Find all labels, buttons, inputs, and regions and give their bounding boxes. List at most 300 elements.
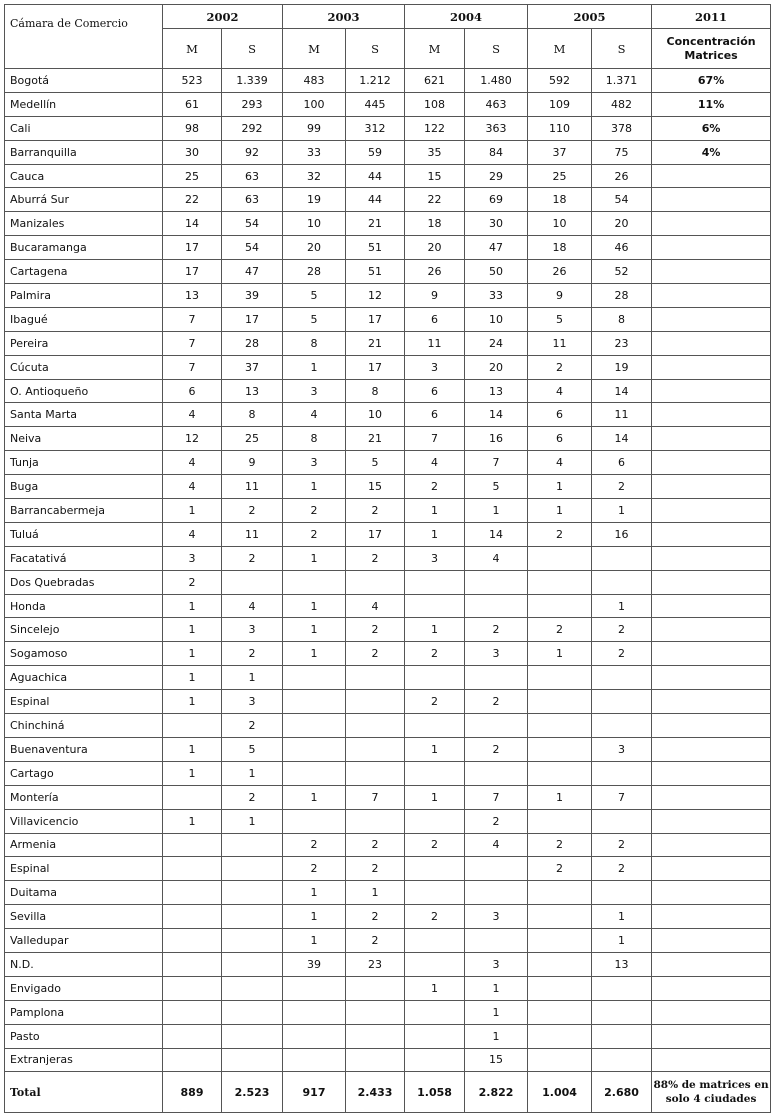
value-cell: 23 — [346, 952, 405, 976]
value-cell: 4 — [163, 403, 222, 427]
value-cell: 6 — [528, 427, 592, 451]
header-s: S — [465, 29, 528, 69]
chamber-name: Sogamoso — [5, 642, 163, 666]
value-cell: 1 — [283, 929, 346, 953]
value-cell — [346, 1048, 405, 1072]
table-row — [5, 905, 771, 929]
value-cell: 2 — [405, 475, 465, 499]
value-cell: 37 — [528, 140, 592, 164]
value-cell: 14 — [465, 522, 528, 546]
concentration-cell — [652, 451, 771, 475]
value-cell: 16 — [592, 522, 652, 546]
value-cell: 5 — [222, 737, 283, 761]
table-row — [5, 976, 771, 1000]
table-row — [5, 1024, 771, 1048]
value-cell: 47 — [465, 236, 528, 260]
value-cell — [528, 1024, 592, 1048]
value-cell: 6 — [592, 451, 652, 475]
table-row — [5, 188, 771, 212]
value-cell: 2 — [163, 570, 222, 594]
value-cell — [592, 690, 652, 714]
value-cell: 7 — [465, 451, 528, 475]
value-cell: 1 — [283, 594, 346, 618]
value-cell: 1 — [592, 594, 652, 618]
value-cell — [163, 929, 222, 953]
value-cell: 2 — [283, 833, 346, 857]
value-cell: 1 — [222, 666, 283, 690]
value-cell — [163, 881, 222, 905]
value-cell: 29 — [465, 164, 528, 188]
table-row — [5, 952, 771, 976]
header-m: M — [528, 29, 592, 69]
value-cell — [163, 1024, 222, 1048]
value-cell: 15 — [346, 475, 405, 499]
value-cell: 7 — [346, 785, 405, 809]
value-cell: 1.212 — [346, 69, 405, 93]
chamber-name: Neiva — [5, 427, 163, 451]
value-cell: 28 — [222, 331, 283, 355]
table-row — [5, 809, 771, 833]
value-cell — [465, 857, 528, 881]
value-cell: 2 — [465, 737, 528, 761]
chamber-name: Santa Marta — [5, 403, 163, 427]
chamber-name: Cartagena — [5, 260, 163, 284]
value-cell: 21 — [346, 212, 405, 236]
value-cell: 1 — [528, 642, 592, 666]
value-cell: 32 — [283, 164, 346, 188]
concentration-cell: 11% — [652, 92, 771, 116]
value-cell: 5 — [283, 284, 346, 308]
value-cell — [465, 761, 528, 785]
chamber-name: Buga — [5, 475, 163, 499]
value-cell: 14 — [163, 212, 222, 236]
value-cell: 13 — [163, 284, 222, 308]
value-cell: 1 — [163, 499, 222, 523]
value-cell: 33 — [465, 284, 528, 308]
value-cell: 2 — [346, 618, 405, 642]
value-cell — [222, 905, 283, 929]
value-cell: 621 — [405, 69, 465, 93]
table-row — [5, 69, 771, 93]
value-cell: 3 — [163, 546, 222, 570]
value-cell — [528, 666, 592, 690]
value-cell: 2 — [283, 499, 346, 523]
table-row — [5, 761, 771, 785]
value-cell: 69 — [465, 188, 528, 212]
value-cell: 1 — [405, 976, 465, 1000]
value-cell — [465, 594, 528, 618]
value-cell: 28 — [283, 260, 346, 284]
value-cell: 1 — [222, 809, 283, 833]
concentration-cell — [652, 260, 771, 284]
chamber-name: Pamplona — [5, 1000, 163, 1024]
value-cell: 10 — [465, 307, 528, 331]
value-cell — [346, 976, 405, 1000]
concentration-cell — [652, 403, 771, 427]
value-cell — [346, 761, 405, 785]
value-cell — [222, 1048, 283, 1072]
value-cell — [283, 761, 346, 785]
value-cell — [528, 714, 592, 738]
total-note: 88% de matrices en solo 4 ciudades — [652, 1072, 771, 1113]
value-cell: 2 — [528, 355, 592, 379]
value-cell: 4 — [163, 451, 222, 475]
value-cell: 108 — [405, 92, 465, 116]
value-cell: 44 — [346, 188, 405, 212]
chamber-name: O. Antioqueño — [5, 379, 163, 403]
value-cell: 2 — [592, 833, 652, 857]
value-cell: 7 — [163, 307, 222, 331]
table-row — [5, 331, 771, 355]
value-cell — [346, 737, 405, 761]
value-cell: 9 — [222, 451, 283, 475]
value-cell — [163, 952, 222, 976]
value-cell: 12 — [346, 284, 405, 308]
value-cell — [222, 952, 283, 976]
value-cell: 2 — [405, 905, 465, 929]
value-cell: 17 — [163, 260, 222, 284]
table-row — [5, 451, 771, 475]
concentration-cell — [652, 331, 771, 355]
value-cell: 26 — [592, 164, 652, 188]
total-cell: 889 — [163, 1072, 222, 1113]
value-cell: 1 — [163, 809, 222, 833]
value-cell: 21 — [346, 331, 405, 355]
chamber-name: Facatativá — [5, 546, 163, 570]
value-cell: 2 — [346, 499, 405, 523]
value-cell: 1 — [405, 737, 465, 761]
value-cell: 3 — [283, 379, 346, 403]
value-cell: 1 — [283, 355, 346, 379]
value-cell — [528, 929, 592, 953]
value-cell — [405, 1048, 465, 1072]
header-s: S — [346, 29, 405, 69]
table-row — [5, 666, 771, 690]
value-cell — [405, 809, 465, 833]
value-cell: 4 — [528, 379, 592, 403]
value-cell: 1.480 — [465, 69, 528, 93]
value-cell: 2 — [222, 499, 283, 523]
value-cell: 312 — [346, 116, 405, 140]
value-cell: 1 — [465, 1024, 528, 1048]
table-body — [5, 69, 771, 1072]
value-cell: 1 — [283, 618, 346, 642]
concentration-cell — [652, 809, 771, 833]
value-cell — [528, 737, 592, 761]
chamber-of-commerce-table — [4, 4, 771, 1113]
value-cell: 92 — [222, 140, 283, 164]
chamber-name: Extranjeras — [5, 1048, 163, 1072]
value-cell — [163, 785, 222, 809]
concentration-cell — [652, 737, 771, 761]
value-cell: 1 — [222, 761, 283, 785]
value-cell — [528, 1000, 592, 1024]
value-cell: 7 — [592, 785, 652, 809]
value-cell — [163, 976, 222, 1000]
value-cell: 5 — [528, 307, 592, 331]
value-cell: 15 — [465, 1048, 528, 1072]
value-cell — [528, 546, 592, 570]
value-cell: 28 — [592, 284, 652, 308]
value-cell — [163, 905, 222, 929]
concentration-cell — [652, 618, 771, 642]
value-cell: 100 — [283, 92, 346, 116]
chamber-name: Espinal — [5, 690, 163, 714]
value-cell: 2 — [465, 809, 528, 833]
value-cell — [592, 570, 652, 594]
value-cell — [465, 714, 528, 738]
chamber-name: Chinchiná — [5, 714, 163, 738]
table-row — [5, 92, 771, 116]
value-cell: 8 — [592, 307, 652, 331]
table-header — [5, 5, 771, 69]
value-cell — [592, 1048, 652, 1072]
table-row — [5, 690, 771, 714]
value-cell: 75 — [592, 140, 652, 164]
total-cell: 2.523 — [222, 1072, 283, 1113]
value-cell: 463 — [465, 92, 528, 116]
value-cell — [405, 761, 465, 785]
value-cell: 54 — [222, 212, 283, 236]
chamber-name: Villavicencio — [5, 809, 163, 833]
value-cell: 6 — [405, 403, 465, 427]
concentration-cell — [652, 522, 771, 546]
value-cell: 7 — [163, 355, 222, 379]
value-cell: 1 — [283, 546, 346, 570]
value-cell: 1 — [592, 905, 652, 929]
value-cell — [592, 666, 652, 690]
chamber-name: Barranquilla — [5, 140, 163, 164]
value-cell: 2 — [346, 642, 405, 666]
table-row — [5, 403, 771, 427]
value-cell — [528, 570, 592, 594]
concentration-cell — [652, 546, 771, 570]
value-cell: 2 — [592, 475, 652, 499]
value-cell: 52 — [592, 260, 652, 284]
value-cell: 3 — [222, 618, 283, 642]
chamber-name: Cali — [5, 116, 163, 140]
value-cell: 2 — [283, 857, 346, 881]
concentration-cell — [652, 642, 771, 666]
value-cell: 1 — [283, 881, 346, 905]
concentration-cell — [652, 881, 771, 905]
value-cell: 1 — [346, 881, 405, 905]
value-cell — [346, 1024, 405, 1048]
value-cell: 2 — [528, 522, 592, 546]
value-cell: 14 — [465, 403, 528, 427]
value-cell: 13 — [592, 952, 652, 976]
value-cell: 19 — [283, 188, 346, 212]
value-cell: 1 — [163, 618, 222, 642]
value-cell: 8 — [222, 403, 283, 427]
value-cell: 14 — [592, 427, 652, 451]
value-cell — [592, 714, 652, 738]
value-cell: 37 — [222, 355, 283, 379]
value-cell — [405, 1024, 465, 1048]
value-cell: 1 — [592, 499, 652, 523]
table-row — [5, 642, 771, 666]
value-cell: 11 — [222, 475, 283, 499]
value-cell: 4 — [465, 546, 528, 570]
table-row — [5, 594, 771, 618]
value-cell: 1 — [465, 1000, 528, 1024]
table-row — [5, 236, 771, 260]
value-cell: 122 — [405, 116, 465, 140]
value-cell — [592, 761, 652, 785]
value-cell — [405, 666, 465, 690]
value-cell: 2 — [405, 690, 465, 714]
value-cell: 3 — [465, 642, 528, 666]
value-cell: 11 — [528, 331, 592, 355]
value-cell: 20 — [592, 212, 652, 236]
table-row — [5, 164, 771, 188]
concentration-cell — [652, 929, 771, 953]
header-s: S — [222, 29, 283, 69]
value-cell — [163, 1048, 222, 1072]
value-cell: 2 — [405, 642, 465, 666]
concentration-cell: 6% — [652, 116, 771, 140]
chamber-name: Tunja — [5, 451, 163, 475]
value-cell — [222, 881, 283, 905]
value-cell — [163, 857, 222, 881]
concentration-cell — [652, 1000, 771, 1024]
value-cell: 2 — [283, 522, 346, 546]
value-cell — [346, 1000, 405, 1024]
value-cell: 18 — [528, 188, 592, 212]
value-cell: 378 — [592, 116, 652, 140]
value-cell: 293 — [222, 92, 283, 116]
value-cell — [346, 714, 405, 738]
value-cell: 17 — [163, 236, 222, 260]
header-year-2005: 2005 — [528, 5, 652, 29]
value-cell: 63 — [222, 188, 283, 212]
value-cell — [528, 881, 592, 905]
value-cell: 10 — [528, 212, 592, 236]
value-cell: 4 — [163, 475, 222, 499]
chamber-name: Pasto — [5, 1024, 163, 1048]
value-cell — [283, 666, 346, 690]
table-row — [5, 929, 771, 953]
concentration-cell — [652, 690, 771, 714]
value-cell — [405, 952, 465, 976]
value-cell — [592, 1000, 652, 1024]
value-cell: 2 — [592, 618, 652, 642]
value-cell: 99 — [283, 116, 346, 140]
concentration-cell — [652, 427, 771, 451]
value-cell: 2 — [528, 857, 592, 881]
chamber-name: Bucaramanga — [5, 236, 163, 260]
value-cell: 4 — [465, 833, 528, 857]
value-cell: 482 — [592, 92, 652, 116]
value-cell: 5 — [465, 475, 528, 499]
value-cell: 7 — [405, 427, 465, 451]
value-cell: 9 — [405, 284, 465, 308]
concentration-cell — [652, 976, 771, 1000]
value-cell: 26 — [405, 260, 465, 284]
header-year-2002: 2002 — [163, 5, 283, 29]
value-cell: 1 — [283, 475, 346, 499]
concentration-cell — [652, 952, 771, 976]
concentration-cell — [652, 499, 771, 523]
concentration-cell — [652, 355, 771, 379]
value-cell — [528, 976, 592, 1000]
total-cell: 1.058 — [405, 1072, 465, 1113]
value-cell: 8 — [283, 427, 346, 451]
value-cell: 4 — [283, 403, 346, 427]
value-cell — [163, 714, 222, 738]
value-cell — [528, 809, 592, 833]
value-cell: 2 — [346, 905, 405, 929]
table-row — [5, 499, 771, 523]
value-cell: 3 — [405, 546, 465, 570]
table-row — [5, 1000, 771, 1024]
value-cell: 2 — [346, 546, 405, 570]
value-cell — [465, 929, 528, 953]
value-cell — [528, 952, 592, 976]
value-cell: 592 — [528, 69, 592, 93]
value-cell: 3 — [405, 355, 465, 379]
value-cell: 3 — [592, 737, 652, 761]
chamber-name: Pereira — [5, 331, 163, 355]
value-cell — [405, 929, 465, 953]
chamber-name: Valledupar — [5, 929, 163, 953]
value-cell: 22 — [405, 188, 465, 212]
chamber-name: N.D. — [5, 952, 163, 976]
concentration-cell — [652, 594, 771, 618]
table-row — [5, 833, 771, 857]
table-row — [5, 737, 771, 761]
value-cell — [592, 546, 652, 570]
value-cell: 33 — [283, 140, 346, 164]
value-cell: 3 — [222, 690, 283, 714]
value-cell: 20 — [283, 236, 346, 260]
value-cell: 6 — [163, 379, 222, 403]
value-cell: 11 — [405, 331, 465, 355]
header-concentration: Concentración Matrices — [652, 29, 771, 69]
concentration-cell — [652, 236, 771, 260]
value-cell: 17 — [346, 522, 405, 546]
value-cell: 54 — [592, 188, 652, 212]
value-cell: 12 — [163, 427, 222, 451]
value-cell: 26 — [528, 260, 592, 284]
chamber-name: Sevilla — [5, 905, 163, 929]
value-cell: 23 — [592, 331, 652, 355]
value-cell: 110 — [528, 116, 592, 140]
value-cell — [405, 881, 465, 905]
value-cell: 1 — [163, 737, 222, 761]
value-cell: 2 — [528, 833, 592, 857]
value-cell: 2 — [592, 642, 652, 666]
value-cell: 98 — [163, 116, 222, 140]
total-cell: 917 — [283, 1072, 346, 1113]
value-cell: 8 — [283, 331, 346, 355]
value-cell: 6 — [405, 379, 465, 403]
value-cell — [528, 594, 592, 618]
chamber-name: Armenia — [5, 833, 163, 857]
table-row — [5, 355, 771, 379]
value-cell: 17 — [346, 355, 405, 379]
chamber-name: Ibagué — [5, 307, 163, 331]
value-cell — [405, 594, 465, 618]
value-cell — [283, 1048, 346, 1072]
value-cell — [528, 1048, 592, 1072]
value-cell: 59 — [346, 140, 405, 164]
chamber-name: Manizales — [5, 212, 163, 236]
value-cell — [528, 690, 592, 714]
value-cell: 1 — [283, 785, 346, 809]
value-cell: 2 — [222, 714, 283, 738]
value-cell: 10 — [346, 403, 405, 427]
